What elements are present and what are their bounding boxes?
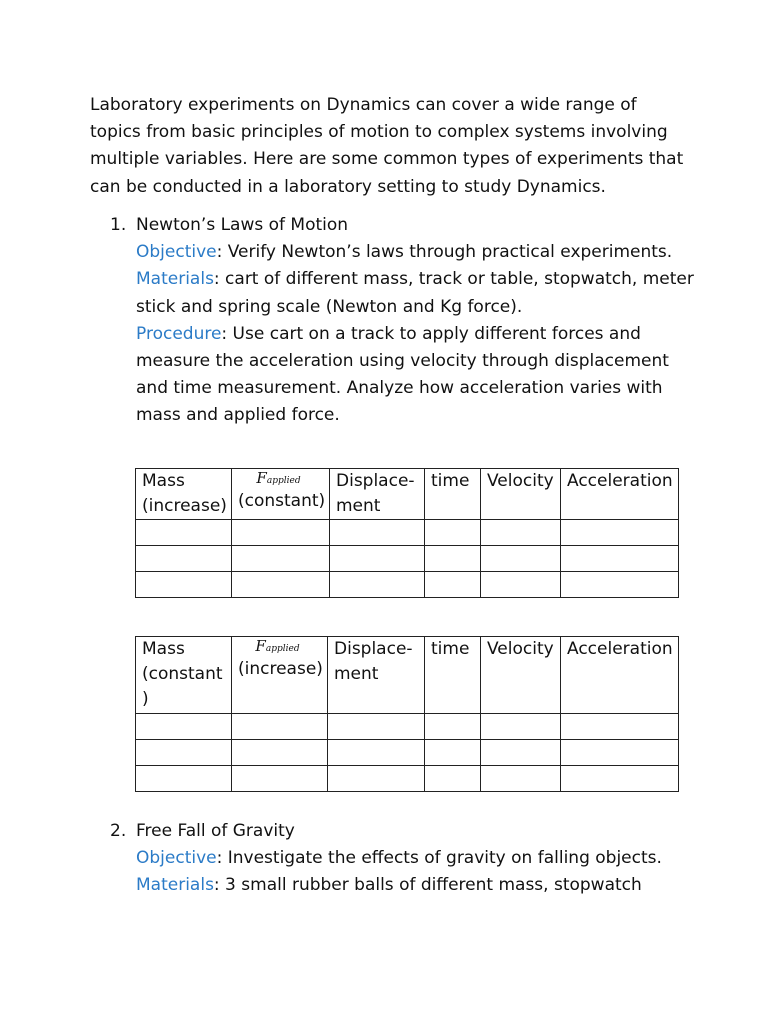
table-cell[interactable] xyxy=(328,740,425,766)
objective-text: : Verify Newton’s laws through practical experiments. xyxy=(216,242,673,263)
table-cell[interactable] xyxy=(425,714,481,740)
header-mass-line3: ) xyxy=(142,689,149,709)
table-cell[interactable] xyxy=(481,766,561,792)
table-cell[interactable] xyxy=(136,546,232,572)
table-row xyxy=(136,740,679,766)
header-time: time xyxy=(425,469,481,520)
objective-text: : Investigate the effects of gravity on falling objects. xyxy=(216,848,662,869)
table-cell[interactable] xyxy=(561,766,679,792)
list-number: 2. xyxy=(110,821,127,841)
table-cell[interactable] xyxy=(481,714,561,740)
table-cell[interactable] xyxy=(136,714,232,740)
experiment-1-title xyxy=(110,212,696,239)
table-cell[interactable] xyxy=(232,520,330,546)
header-displacement-line1: Displace- xyxy=(336,471,415,491)
header-displacement-line2: ment xyxy=(334,664,379,684)
table-header-row xyxy=(136,637,679,714)
table-cell[interactable] xyxy=(136,572,232,598)
header-mass xyxy=(136,637,232,714)
objective-line xyxy=(136,845,696,872)
header-mass-line2: (constant xyxy=(142,664,223,684)
table-cell[interactable] xyxy=(330,546,425,572)
force-subscript: applied xyxy=(266,476,301,486)
table-cell[interactable] xyxy=(328,766,425,792)
experiment-title-text: Free Fall of Gravity xyxy=(136,821,295,841)
objective-label: Objective xyxy=(136,242,217,263)
materials-line xyxy=(136,266,696,320)
table-cell[interactable] xyxy=(481,572,561,598)
header-mass-line1: Mass xyxy=(142,471,185,491)
materials-label: Materials xyxy=(136,875,214,896)
materials-line xyxy=(136,872,696,899)
header-acceleration: Acceleration xyxy=(561,469,679,520)
table-row xyxy=(136,572,679,598)
table-cell[interactable] xyxy=(232,714,328,740)
table-cell[interactable] xyxy=(232,572,330,598)
experiment-2-title xyxy=(110,818,696,845)
table-header-row xyxy=(136,469,679,520)
intro-paragraph: Laboratory experiments on Dynamics can cover a wide range of topics from basic principles of motion to complex systems involving multiple variables. Here are some common types of experiments that can be conducted in a laboratory setting to study Dynamics. xyxy=(90,95,684,197)
table-cell[interactable] xyxy=(136,766,232,792)
experiment-2 xyxy=(110,818,696,900)
header-time: time xyxy=(425,637,481,714)
procedure-text: : Use cart on a track to apply different forces and measure the acceleration using velocity through displacement and time measurement. Analyze how acceleration varies with mass and applied force. xyxy=(136,323,669,426)
table-cell[interactable] xyxy=(561,520,679,546)
table-cell[interactable] xyxy=(425,520,481,546)
header-displacement xyxy=(330,469,425,520)
table-cell[interactable] xyxy=(481,740,561,766)
table-cell[interactable] xyxy=(330,520,425,546)
table-cell[interactable] xyxy=(232,546,330,572)
data-table-mass-constant xyxy=(135,636,679,792)
table-row xyxy=(136,546,679,572)
header-displacement-line2: ment xyxy=(336,496,381,516)
materials-text: : cart of different mass, track or table, stopwatch, meter stick and spring scale (Newton and Kg force). xyxy=(136,269,694,317)
table-cell[interactable] xyxy=(425,572,481,598)
table-cell[interactable] xyxy=(561,740,679,766)
materials-text: : 3 small rubber balls of different mass, stopwatch xyxy=(213,875,642,896)
header-mass xyxy=(136,469,232,520)
table-cell[interactable] xyxy=(136,520,232,546)
header-velocity: Velocity xyxy=(481,637,561,714)
table-cell[interactable] xyxy=(561,572,679,598)
header-force xyxy=(232,637,328,714)
force-symbol xyxy=(238,469,329,490)
table-cell[interactable] xyxy=(425,546,481,572)
table-cell[interactable] xyxy=(425,740,481,766)
table-row xyxy=(136,714,679,740)
table-cell[interactable] xyxy=(232,766,328,792)
table-cell[interactable] xyxy=(561,546,679,572)
header-force-condition: (increase) xyxy=(238,659,323,679)
table-cell[interactable] xyxy=(481,546,561,572)
procedure-label: Procedure xyxy=(136,323,222,344)
header-force-condition: (constant) xyxy=(238,491,326,511)
table-cell[interactable] xyxy=(561,714,679,740)
header-mass-line1: Mass xyxy=(142,639,185,659)
force-subscript: applied xyxy=(265,644,300,654)
table-row xyxy=(136,520,679,546)
table-cell[interactable] xyxy=(328,714,425,740)
data-table-mass-increase xyxy=(135,468,679,598)
objective-line xyxy=(136,239,696,266)
header-velocity: Velocity xyxy=(481,469,561,520)
force-symbol-letter: F xyxy=(256,469,267,487)
table-cell[interactable] xyxy=(232,740,328,766)
header-acceleration: Acceleration xyxy=(561,637,679,714)
objective-label: Objective xyxy=(136,848,217,869)
header-displacement-line1: Displace- xyxy=(334,639,413,659)
table-cell[interactable] xyxy=(136,740,232,766)
materials-label: Materials xyxy=(136,269,214,290)
table-cell[interactable] xyxy=(330,572,425,598)
table-cell[interactable] xyxy=(481,520,561,546)
force-symbol xyxy=(238,637,327,658)
list-number: 1. xyxy=(110,215,127,235)
table-cell[interactable] xyxy=(425,766,481,792)
experiment-title-text: Newton’s Laws of Motion xyxy=(136,215,349,235)
force-symbol-letter: F xyxy=(255,637,266,655)
table-row xyxy=(136,766,679,792)
header-mass-line2: (increase) xyxy=(142,496,227,516)
header-displacement xyxy=(328,637,425,714)
header-force xyxy=(232,469,330,520)
experiment-1 xyxy=(110,212,696,430)
procedure-line xyxy=(136,321,696,430)
